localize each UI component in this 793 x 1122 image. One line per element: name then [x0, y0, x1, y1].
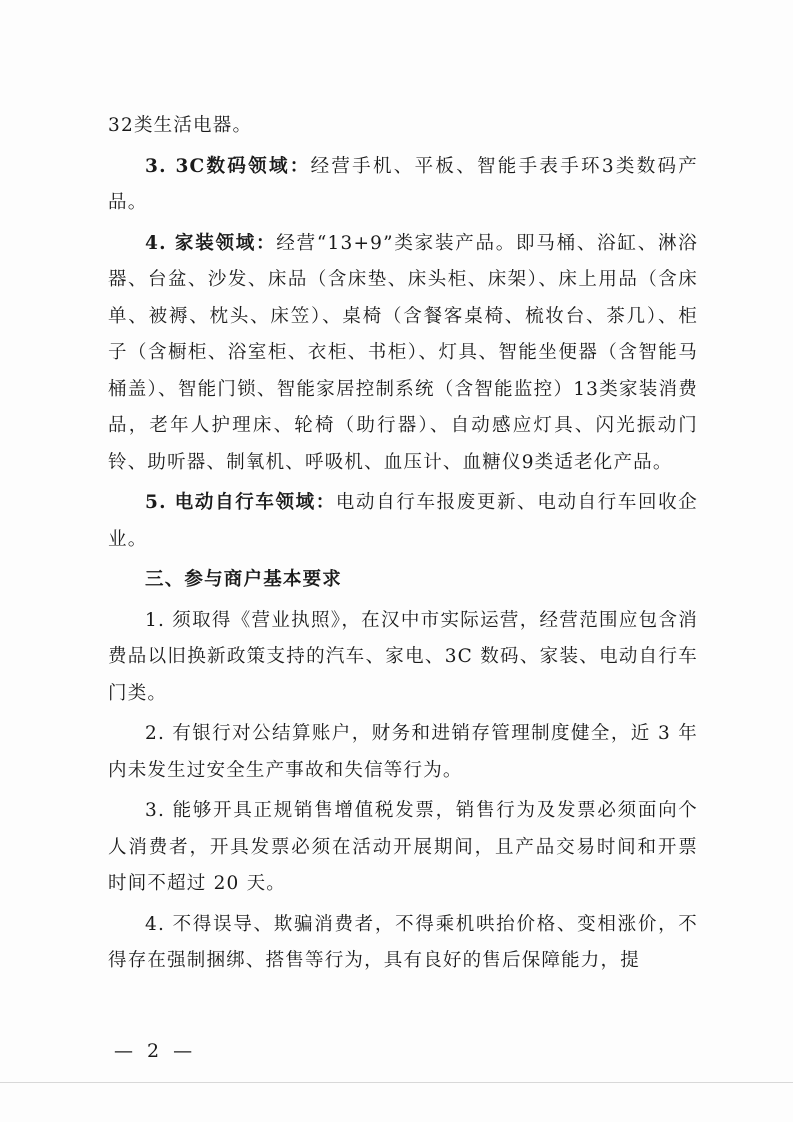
paragraph-requirement-1	[108, 603, 698, 713]
paragraph-electric-bike	[108, 485, 698, 558]
section-heading-text: 三、参与商户基本要求	[145, 569, 343, 590]
section-heading-requirements	[108, 562, 698, 599]
paragraph-requirement-3	[108, 793, 698, 903]
paragraph-lead: 3. 3C数码领域：	[145, 155, 311, 177]
paragraph-requirement-2	[108, 716, 698, 789]
document-body	[108, 108, 698, 984]
paragraph-text: 2. 有银行对公结算账户，财务和进销存管理制度健全，近 3 年内未发生过安全生产事故和失信等行为。	[108, 723, 698, 781]
paragraph-text: 经营手机、平板、智能手表手环3类数码产品。	[108, 155, 698, 213]
scan-edge-divider	[0, 1082, 793, 1083]
page-number: — 2 —	[114, 1040, 197, 1062]
paragraph-3c-digital	[108, 149, 698, 222]
paragraph-text: 电动自行车报废更新、电动自行车回收企业。	[108, 492, 698, 550]
paragraph-text: 经营“13+9”类家装产品。即马桶、浴缸、淋浴器、台盆、沙发、床品（含床垫、床头柜、床架）、床上用品（含床单、被褥、枕头、床笠）、桌椅（含餐客桌椅、梳妆台、茶几）、柜子（含橱柜、浴室柜、衣柜、书柜）、灯具、智能坐便器（含智能马桶盖）、智能门锁、智能家居控制系统（含智能监控）13类家装消费品，老年人护理床、轮椅（助行器）、自动感应灯具、闪光振动门铃、助听器、制氧机、呼吸机、血压计、血糖仪9类适老化产品。	[108, 232, 698, 473]
paragraph-text: 3. 能够开具正规销售增值税发票，销售行为及发票必须面向个人消费者，开具发票必须在活动开展期间，且产品交易时间和开票时间不超过 20 天。	[108, 800, 698, 894]
paragraph-lead: 4. 家装领域：	[145, 232, 277, 254]
paragraph-text: 32类生活电器。	[108, 115, 253, 136]
paragraph-carryover	[108, 108, 698, 145]
paragraph-text: 1. 须取得《营业执照》，在汉中市实际运营，经营范围应包含消费品以旧换新政策支持的汽车、家电、3C 数码、家装、电动自行车门类。	[108, 609, 698, 704]
paragraph-home-furnishing	[108, 226, 698, 482]
paragraph-text: 4. 不得误导、欺骗消费者，不得乘机哄抬价格、变相涨价，不得存在强制捆绑、搭售等行为，具有良好的售后保障能力，提	[108, 913, 698, 971]
paragraph-requirement-4	[108, 907, 698, 980]
paragraph-lead: 5. 电动自行车领域：	[145, 492, 336, 513]
